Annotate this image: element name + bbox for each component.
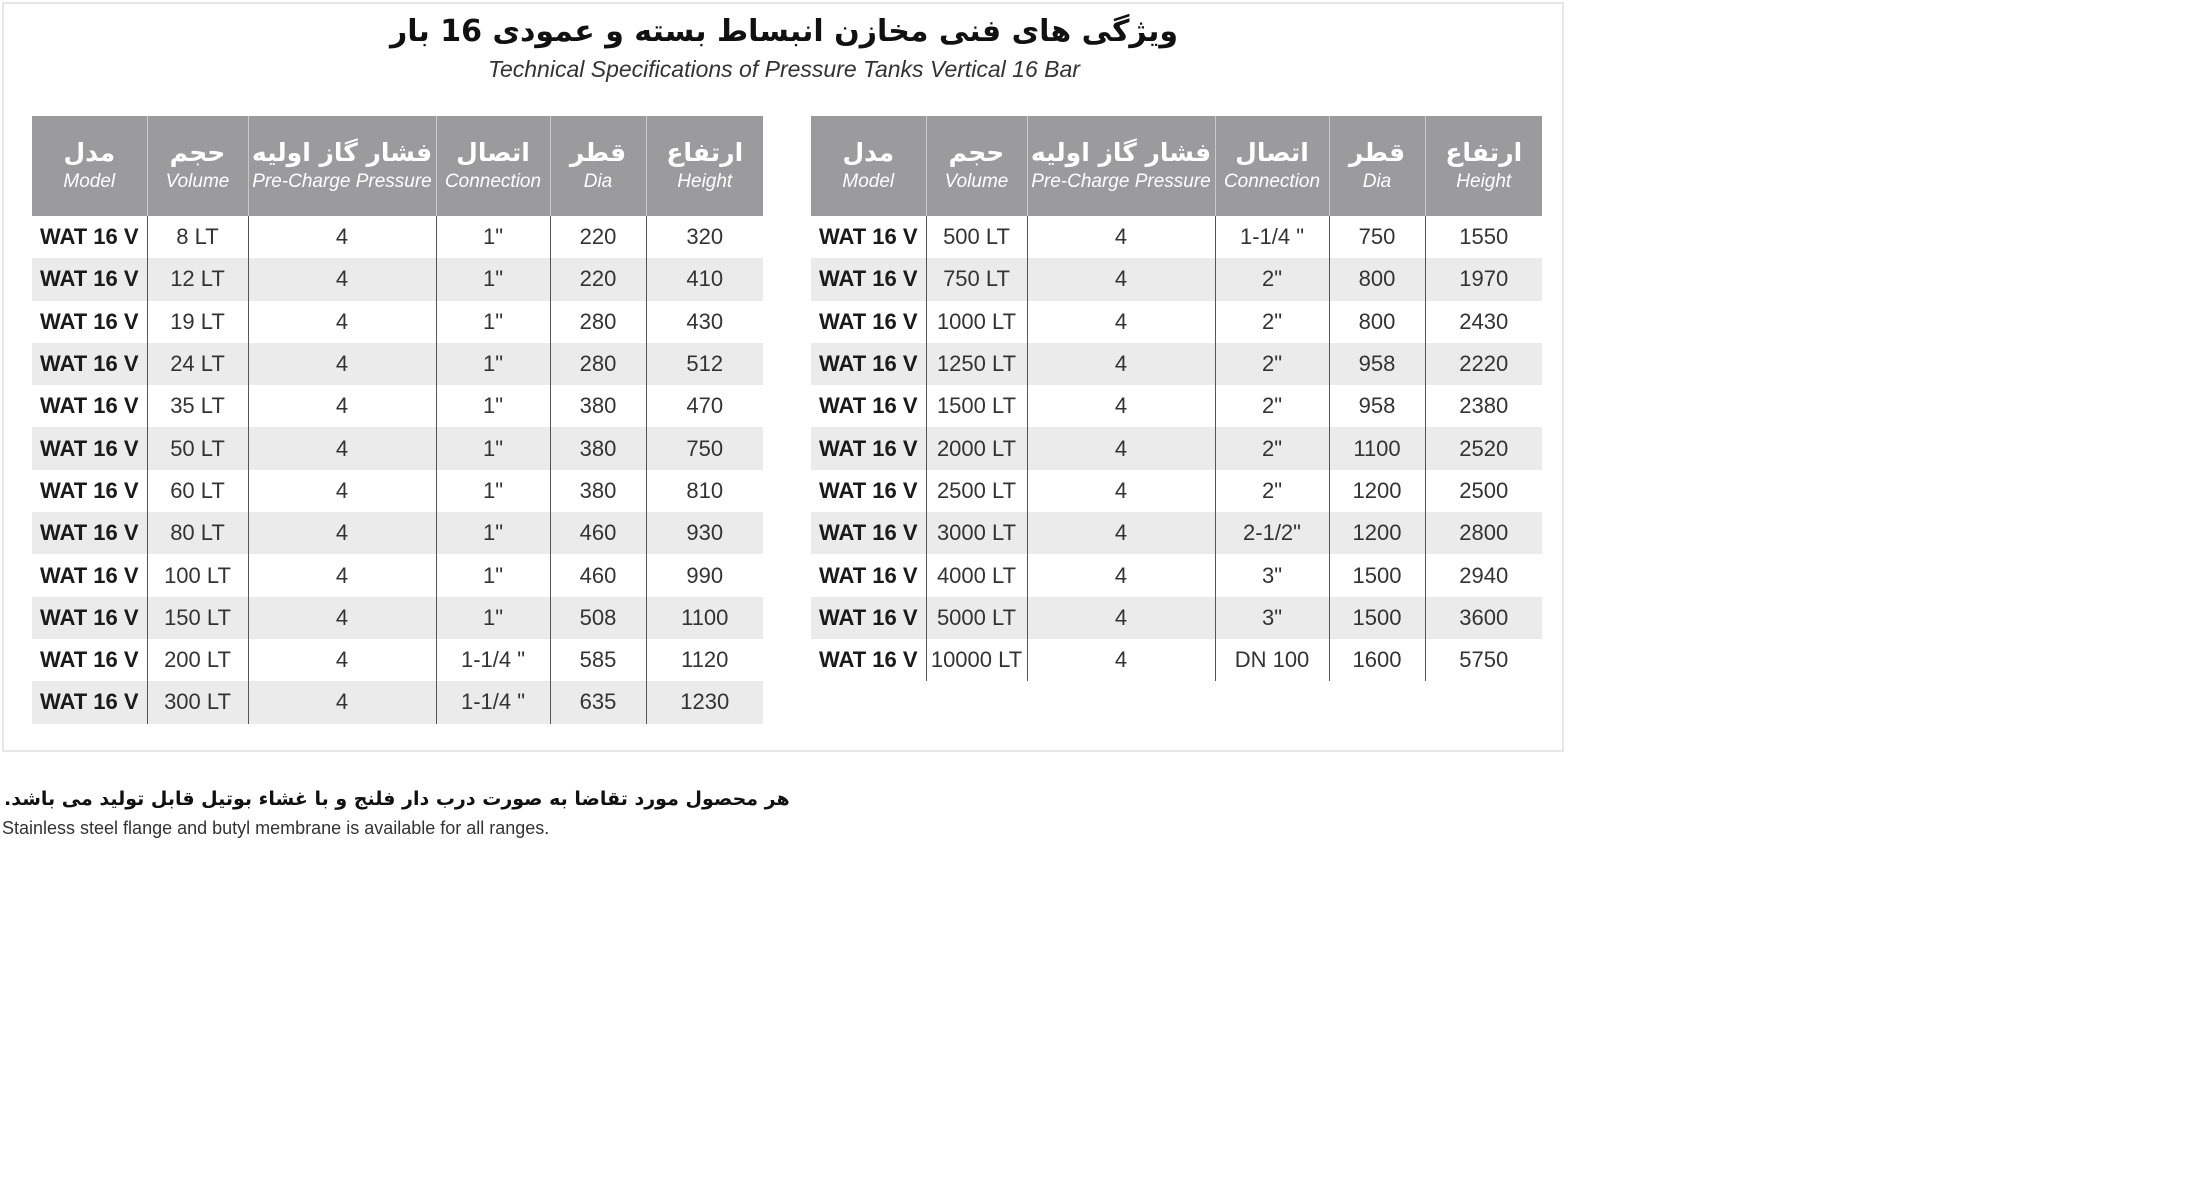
table-row — [32, 554, 763, 596]
cell-dia: 1100 — [1329, 427, 1425, 469]
cell-connection: 1" — [436, 512, 550, 554]
cell-volume: 12 LT — [147, 258, 248, 300]
cell-height: 410 — [646, 258, 763, 300]
table-body — [811, 216, 1542, 681]
header-label-english: Dia — [583, 171, 613, 192]
spec-table-left — [32, 116, 763, 724]
title-english: Technical Specifications of Pressure Tanks Vertical 16 Bar — [488, 56, 1080, 82]
cell-height: 2430 — [1425, 301, 1542, 343]
header-label-persian: ارتفاع — [1445, 138, 1523, 167]
cell-pre-charge-pressure: 4 — [1027, 301, 1215, 343]
cell-model: WAT 16 V — [811, 597, 926, 639]
header-label-persian: قطر — [569, 138, 627, 167]
header-label-persian: اتصال — [1235, 138, 1309, 167]
cell-connection: 2" — [1215, 343, 1329, 385]
cell-connection: 1" — [436, 597, 550, 639]
cell-dia: 800 — [1329, 301, 1425, 343]
cell-pre-charge-pressure: 4 — [1027, 385, 1215, 427]
table-row — [811, 427, 1542, 469]
table-row — [32, 512, 763, 554]
cell-height: 1120 — [646, 639, 763, 681]
cell-model: WAT 16 V — [811, 343, 926, 385]
cell-model: WAT 16 V — [811, 385, 926, 427]
cell-model: WAT 16 V — [32, 597, 147, 639]
header-label-persian: مدل — [63, 138, 116, 167]
cell-volume: 1250 LT — [926, 343, 1027, 385]
cell-dia: 1500 — [1329, 554, 1425, 596]
cell-dia: 800 — [1329, 258, 1425, 300]
cell-height: 470 — [646, 385, 763, 427]
cell-model: WAT 16 V — [32, 258, 147, 300]
table-row — [811, 343, 1542, 385]
header-label-english: Volume — [944, 171, 1009, 192]
table-row — [32, 597, 763, 639]
cell-height: 1550 — [1425, 216, 1542, 258]
header-label-persian: فشار گاز اولیه — [1030, 138, 1212, 167]
cell-model: WAT 16 V — [811, 639, 926, 681]
cell-model: WAT 16 V — [32, 216, 147, 258]
cell-connection: 2" — [1215, 470, 1329, 512]
cell-volume: 24 LT — [147, 343, 248, 385]
table-row — [811, 597, 1542, 639]
cell-pre-charge-pressure: 4 — [1027, 597, 1215, 639]
header-label-english: Volume — [165, 171, 230, 192]
column-header-volume — [926, 116, 1027, 216]
table-row — [32, 343, 763, 385]
footnote-persian: هر محصول مورد تقاضا به صورت درب دار فلنج و با غشاء بوتیل قابل تولید می باشد. — [4, 788, 790, 810]
column-header-volume — [147, 116, 248, 216]
column-header-pre-charge-pressure — [248, 116, 436, 216]
cell-volume: 200 LT — [147, 639, 248, 681]
cell-pre-charge-pressure: 4 — [248, 512, 436, 554]
cell-dia: 1200 — [1329, 512, 1425, 554]
header-label-persian: ارتفاع — [666, 138, 744, 167]
cell-dia: 220 — [550, 258, 646, 300]
table-row — [811, 470, 1542, 512]
column-header-connection — [1215, 116, 1329, 216]
cell-connection: 2" — [1215, 385, 1329, 427]
cell-dia: 380 — [550, 385, 646, 427]
cell-model: WAT 16 V — [32, 554, 147, 596]
cell-height: 2520 — [1425, 427, 1542, 469]
table-row — [32, 385, 763, 427]
header-label-persian: حجم — [948, 138, 1005, 167]
cell-pre-charge-pressure: 4 — [1027, 512, 1215, 554]
cell-pre-charge-pressure: 4 — [248, 470, 436, 512]
cell-dia: 585 — [550, 639, 646, 681]
column-header-connection — [436, 116, 550, 216]
cell-connection: 1" — [436, 216, 550, 258]
table-body — [32, 216, 763, 724]
spec-table-right — [811, 116, 1542, 681]
header-label-persian: حجم — [169, 138, 226, 167]
cell-height: 1230 — [646, 681, 763, 723]
header-label-persian: مدل — [842, 138, 895, 167]
cell-volume: 19 LT — [147, 301, 248, 343]
cell-model: WAT 16 V — [32, 385, 147, 427]
cell-dia: 220 — [550, 216, 646, 258]
column-header-model — [811, 116, 926, 216]
cell-volume: 1500 LT — [926, 385, 1027, 427]
cell-model: WAT 16 V — [32, 301, 147, 343]
table-row — [32, 639, 763, 681]
header-label-english: Connection — [1223, 171, 1321, 192]
header-label-english: Pre-Charge Pressure — [252, 171, 432, 192]
cell-model: WAT 16 V — [32, 427, 147, 469]
header-label-english: Dia — [1362, 171, 1392, 192]
cell-connection: 1" — [436, 427, 550, 469]
cell-height: 810 — [646, 470, 763, 512]
cell-volume: 60 LT — [147, 470, 248, 512]
cell-height: 5750 — [1425, 639, 1542, 681]
cell-pre-charge-pressure: 4 — [248, 343, 436, 385]
cell-height: 3600 — [1425, 597, 1542, 639]
cell-volume: 750 LT — [926, 258, 1027, 300]
cell-model: WAT 16 V — [811, 301, 926, 343]
table-row — [32, 427, 763, 469]
cell-volume: 150 LT — [147, 597, 248, 639]
cell-pre-charge-pressure: 4 — [248, 427, 436, 469]
cell-dia: 508 — [550, 597, 646, 639]
cell-pre-charge-pressure: 4 — [248, 301, 436, 343]
table-row — [32, 258, 763, 300]
table-row — [811, 554, 1542, 596]
column-header-dia — [1329, 116, 1425, 216]
header-label-persian: فشار گاز اولیه — [251, 138, 433, 167]
cell-model: WAT 16 V — [811, 512, 926, 554]
cell-volume: 3000 LT — [926, 512, 1027, 554]
cell-height: 2500 — [1425, 470, 1542, 512]
cell-height: 430 — [646, 301, 763, 343]
cell-model: WAT 16 V — [811, 554, 926, 596]
cell-volume: 2500 LT — [926, 470, 1027, 512]
cell-volume: 500 LT — [926, 216, 1027, 258]
cell-model: WAT 16 V — [32, 639, 147, 681]
cell-pre-charge-pressure: 4 — [1027, 216, 1215, 258]
table-row — [32, 216, 763, 258]
header-label-english: Height — [1456, 171, 1512, 192]
table-row — [32, 470, 763, 512]
header-label-english: Pre-Charge Pressure — [1031, 171, 1211, 192]
cell-volume: 1000 LT — [926, 301, 1027, 343]
cell-pre-charge-pressure: 4 — [1027, 427, 1215, 469]
cell-model: WAT 16 V — [32, 681, 147, 723]
cell-volume: 4000 LT — [926, 554, 1027, 596]
cell-height: 2380 — [1425, 385, 1542, 427]
header-label-english: Height — [677, 171, 733, 192]
cell-dia: 1500 — [1329, 597, 1425, 639]
header-row — [811, 116, 1542, 216]
header-label-english: Connection — [444, 171, 542, 192]
cell-volume: 2000 LT — [926, 427, 1027, 469]
cell-height: 1970 — [1425, 258, 1542, 300]
title-persian: ویژگی های فنی مخازن انبساط بسته و عمودی 16 بار — [390, 14, 1178, 49]
cell-model: WAT 16 V — [811, 427, 926, 469]
cell-connection: 1" — [436, 258, 550, 300]
cell-dia: 635 — [550, 681, 646, 723]
cell-height: 750 — [646, 427, 763, 469]
cell-connection: 3" — [1215, 597, 1329, 639]
cell-model: WAT 16 V — [32, 470, 147, 512]
cell-connection: 2-1/2" — [1215, 512, 1329, 554]
column-header-pre-charge-pressure — [1027, 116, 1215, 216]
cell-dia: 460 — [550, 512, 646, 554]
cell-connection: 1" — [436, 301, 550, 343]
table-row — [811, 512, 1542, 554]
column-header-model — [32, 116, 147, 216]
cell-pre-charge-pressure: 4 — [248, 681, 436, 723]
cell-connection: 2" — [1215, 258, 1329, 300]
cell-dia: 280 — [550, 301, 646, 343]
cell-volume: 50 LT — [147, 427, 248, 469]
header-label-persian: قطر — [1348, 138, 1406, 167]
table-row — [32, 681, 763, 723]
cell-connection: 1" — [436, 554, 550, 596]
cell-height: 2800 — [1425, 512, 1542, 554]
cell-height: 2220 — [1425, 343, 1542, 385]
cell-height: 512 — [646, 343, 763, 385]
cell-connection: DN 100 — [1215, 639, 1329, 681]
cell-dia: 460 — [550, 554, 646, 596]
table-row — [811, 385, 1542, 427]
cell-pre-charge-pressure: 4 — [248, 385, 436, 427]
cell-volume: 100 LT — [147, 554, 248, 596]
cell-pre-charge-pressure: 4 — [1027, 639, 1215, 681]
cell-connection: 1-1/4 " — [1215, 216, 1329, 258]
cell-dia: 380 — [550, 470, 646, 512]
table-row — [811, 301, 1542, 343]
cell-dia: 750 — [1329, 216, 1425, 258]
cell-height: 990 — [646, 554, 763, 596]
cell-dia: 1600 — [1329, 639, 1425, 681]
cell-connection: 1" — [436, 470, 550, 512]
cell-volume: 300 LT — [147, 681, 248, 723]
cell-volume: 8 LT — [147, 216, 248, 258]
cell-volume: 5000 LT — [926, 597, 1027, 639]
column-header-height — [1425, 116, 1542, 216]
cell-volume: 10000 LT — [926, 639, 1027, 681]
cell-connection: 1" — [436, 343, 550, 385]
cell-model: WAT 16 V — [811, 216, 926, 258]
cell-pre-charge-pressure: 4 — [1027, 343, 1215, 385]
cell-height: 930 — [646, 512, 763, 554]
cell-connection: 2" — [1215, 427, 1329, 469]
cell-dia: 1200 — [1329, 470, 1425, 512]
cell-model: WAT 16 V — [32, 512, 147, 554]
cell-model: WAT 16 V — [811, 470, 926, 512]
cell-height: 2940 — [1425, 554, 1542, 596]
header-row — [32, 116, 763, 216]
table-row — [811, 639, 1542, 681]
table-row — [811, 258, 1542, 300]
cell-pre-charge-pressure: 4 — [248, 597, 436, 639]
table-row — [811, 216, 1542, 258]
cell-connection: 1" — [436, 385, 550, 427]
column-header-dia — [550, 116, 646, 216]
header-label-english: Model — [842, 171, 895, 192]
header-label-english: Model — [63, 171, 116, 192]
cell-dia: 280 — [550, 343, 646, 385]
cell-model: WAT 16 V — [811, 258, 926, 300]
column-header-height — [646, 116, 763, 216]
cell-connection: 1-1/4 " — [436, 681, 550, 723]
cell-volume: 35 LT — [147, 385, 248, 427]
cell-pre-charge-pressure: 4 — [248, 554, 436, 596]
cell-dia: 958 — [1329, 343, 1425, 385]
cell-connection: 2" — [1215, 301, 1329, 343]
cell-connection: 1-1/4 " — [436, 639, 550, 681]
table-row — [32, 301, 763, 343]
header-label-persian: اتصال — [456, 138, 530, 167]
cell-pre-charge-pressure: 4 — [248, 258, 436, 300]
cell-pre-charge-pressure: 4 — [1027, 258, 1215, 300]
cell-pre-charge-pressure: 4 — [248, 216, 436, 258]
footnote-english: Stainless steel flange and butyl membrane is available for all ranges. — [2, 818, 550, 838]
cell-volume: 80 LT — [147, 512, 248, 554]
cell-height: 1100 — [646, 597, 763, 639]
cell-pre-charge-pressure: 4 — [1027, 554, 1215, 596]
cell-dia: 958 — [1329, 385, 1425, 427]
cell-connection: 3" — [1215, 554, 1329, 596]
cell-height: 320 — [646, 216, 763, 258]
cell-pre-charge-pressure: 4 — [248, 639, 436, 681]
cell-model: WAT 16 V — [32, 343, 147, 385]
cell-dia: 380 — [550, 427, 646, 469]
cell-pre-charge-pressure: 4 — [1027, 470, 1215, 512]
